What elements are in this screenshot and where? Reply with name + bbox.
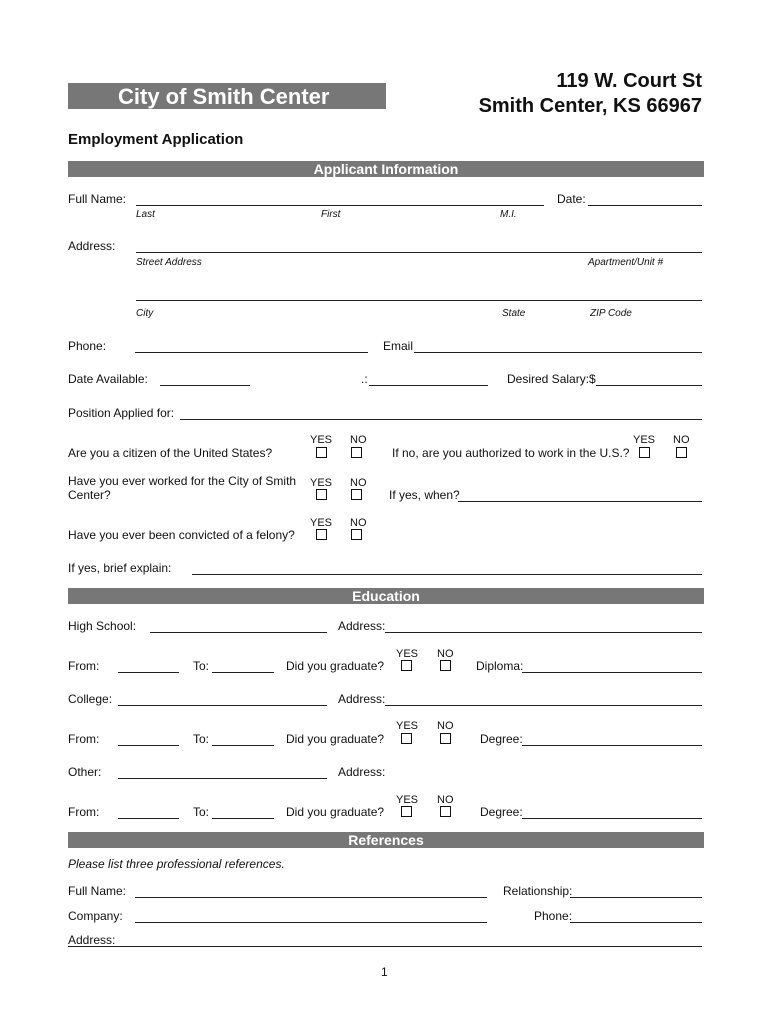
college-degree-label: Degree: <box>480 732 523 746</box>
felony-question: Have you ever been convicted of a felony? <box>68 528 295 542</box>
hs-to-field[interactable] <box>212 672 274 673</box>
college-graduate-no-label: NO <box>437 720 454 732</box>
if-yes-when-field[interactable] <box>458 501 702 502</box>
college-from-field[interactable] <box>118 745 179 746</box>
section-education: Education <box>68 588 704 604</box>
apartment-caption: Apartment/Unit # <box>588 257 664 268</box>
full-name-label: Full Name: <box>68 192 127 206</box>
date-available-label: Date Available: <box>68 372 148 386</box>
other-to-label: To: <box>193 805 210 819</box>
position-label: Position Applied for: <box>68 406 175 420</box>
citizen-no-label: NO <box>350 434 367 446</box>
college-graduate-yes-label: YES <box>396 720 419 732</box>
org-title: City of Smith Center <box>68 83 386 109</box>
college-address-label: Address: <box>338 692 386 706</box>
other-graduate-yes-checkbox[interactable] <box>401 806 412 817</box>
ssn-field[interactable] <box>369 385 488 386</box>
email-label: Email <box>383 339 414 353</box>
relationship-field[interactable] <box>570 897 702 898</box>
citizen-yes-checkbox[interactable] <box>316 447 327 458</box>
street-address-field[interactable] <box>136 252 702 253</box>
phone-label: Phone: <box>68 339 107 353</box>
city-state-zip-field[interactable] <box>136 300 702 301</box>
ssn-label: .: <box>361 372 368 386</box>
hs-from-field[interactable] <box>118 672 179 673</box>
hs-from-label: From: <box>68 659 100 673</box>
if-yes-when-label: If yes, when? <box>389 488 460 502</box>
other-from-label: From: <box>68 805 100 819</box>
authorized-yes-checkbox[interactable] <box>639 447 650 458</box>
date-available-field[interactable] <box>160 385 250 386</box>
college-address-field[interactable] <box>385 705 702 706</box>
hs-graduate-no-checkbox[interactable] <box>440 660 451 671</box>
org-address-line2: Smith Center, KS 66967 <box>478 95 702 117</box>
felony-yes-checkbox[interactable] <box>316 529 327 540</box>
college-to-field[interactable] <box>212 745 274 746</box>
college-graduate-question: Did you graduate? <box>286 732 385 746</box>
citizen-no-checkbox[interactable] <box>351 447 362 458</box>
worked-question-line2: Center? <box>68 488 111 502</box>
reference-phone-field[interactable] <box>570 922 702 923</box>
section-references: References <box>68 832 704 848</box>
reference-address-label: Address: <box>68 933 116 947</box>
authorized-yes-label: YES <box>633 434 656 446</box>
date-field[interactable] <box>588 205 702 206</box>
worked-no-checkbox[interactable] <box>351 489 362 500</box>
reference-name-label: Full Name: <box>68 884 127 898</box>
other-field[interactable] <box>118 778 327 779</box>
hs-graduate-question: Did you graduate? <box>286 659 385 673</box>
company-field[interactable] <box>135 922 487 923</box>
diploma-field[interactable] <box>522 672 702 673</box>
company-label: Company: <box>68 909 123 923</box>
high-school-address-label: Address: <box>338 619 386 633</box>
authorized-question: If no, are you authorized to work in the U.S.? <box>392 446 630 460</box>
other-graduate-yes-label: YES <box>396 794 419 806</box>
desired-salary-label: Desired Salary:$ <box>507 372 596 386</box>
reference-name-field[interactable] <box>135 897 487 898</box>
diploma-label: Diploma: <box>476 659 524 673</box>
other-degree-field[interactable] <box>522 818 702 819</box>
other-from-field[interactable] <box>118 818 179 819</box>
other-graduate-no-label: NO <box>437 794 454 806</box>
worked-question-line1: Have you ever worked for the City of Smith <box>68 474 297 488</box>
college-graduate-yes-checkbox[interactable] <box>401 733 412 744</box>
last-name-caption: Last <box>136 209 155 220</box>
college-graduate-no-checkbox[interactable] <box>440 733 451 744</box>
other-address-label: Address: <box>338 765 386 779</box>
references-instruction: Please list three professional references. <box>68 857 285 871</box>
hs-graduate-yes-label: YES <box>396 648 419 660</box>
hs-graduate-no-label: NO <box>437 648 454 660</box>
citizen-question: Are you a citizen of the United States? <box>68 446 273 460</box>
zip-caption: ZIP Code <box>590 308 632 319</box>
date-label: Date: <box>557 192 586 206</box>
email-field[interactable] <box>414 352 702 353</box>
authorized-no-checkbox[interactable] <box>676 447 687 458</box>
city-caption: City <box>136 308 154 319</box>
felony-yes-label: YES <box>310 517 333 529</box>
other-label: Other: <box>68 765 102 779</box>
first-name-caption: First <box>321 209 341 220</box>
desired-salary-field[interactable] <box>596 385 702 386</box>
college-from-label: From: <box>68 732 100 746</box>
high-school-field[interactable] <box>150 632 327 633</box>
reference-address-field[interactable] <box>68 946 702 947</box>
page-number: 1 <box>381 965 388 979</box>
phone-field[interactable] <box>135 352 368 353</box>
explain-label: If yes, brief explain: <box>68 561 172 575</box>
college-degree-field[interactable] <box>522 745 702 746</box>
position-field[interactable] <box>180 419 702 420</box>
felony-no-checkbox[interactable] <box>351 529 362 540</box>
other-graduate-no-checkbox[interactable] <box>440 806 451 817</box>
full-name-field[interactable] <box>136 205 544 206</box>
college-label: College: <box>68 692 113 706</box>
high-school-label: High School: <box>68 619 137 633</box>
hs-to-label: To: <box>193 659 210 673</box>
other-graduate-question: Did you graduate? <box>286 805 385 819</box>
org-address-line1: 119 W. Court St <box>556 70 702 92</box>
section-applicant-information: Applicant Information <box>68 161 704 177</box>
relationship-label: Relationship: <box>503 884 573 898</box>
high-school-address-field[interactable] <box>385 632 702 633</box>
worked-yes-label: YES <box>310 477 333 489</box>
street-address-caption: Street Address <box>136 257 202 268</box>
explain-field[interactable] <box>192 574 702 575</box>
worked-yes-checkbox[interactable] <box>316 489 327 500</box>
reference-phone-label: Phone: <box>534 909 573 923</box>
authorized-no-label: NO <box>673 434 690 446</box>
other-to-field[interactable] <box>212 818 274 819</box>
citizen-yes-label: YES <box>310 434 333 446</box>
college-to-label: To: <box>193 732 210 746</box>
state-caption: State <box>502 308 526 319</box>
address-label: Address: <box>68 239 116 253</box>
felony-no-label: NO <box>350 517 367 529</box>
other-degree-label: Degree: <box>480 805 523 819</box>
college-field[interactable] <box>118 705 327 706</box>
middle-initial-caption: M.I. <box>500 209 517 220</box>
form-title: Employment Application <box>68 131 244 148</box>
worked-no-label: NO <box>350 477 367 489</box>
hs-graduate-yes-checkbox[interactable] <box>401 660 412 671</box>
